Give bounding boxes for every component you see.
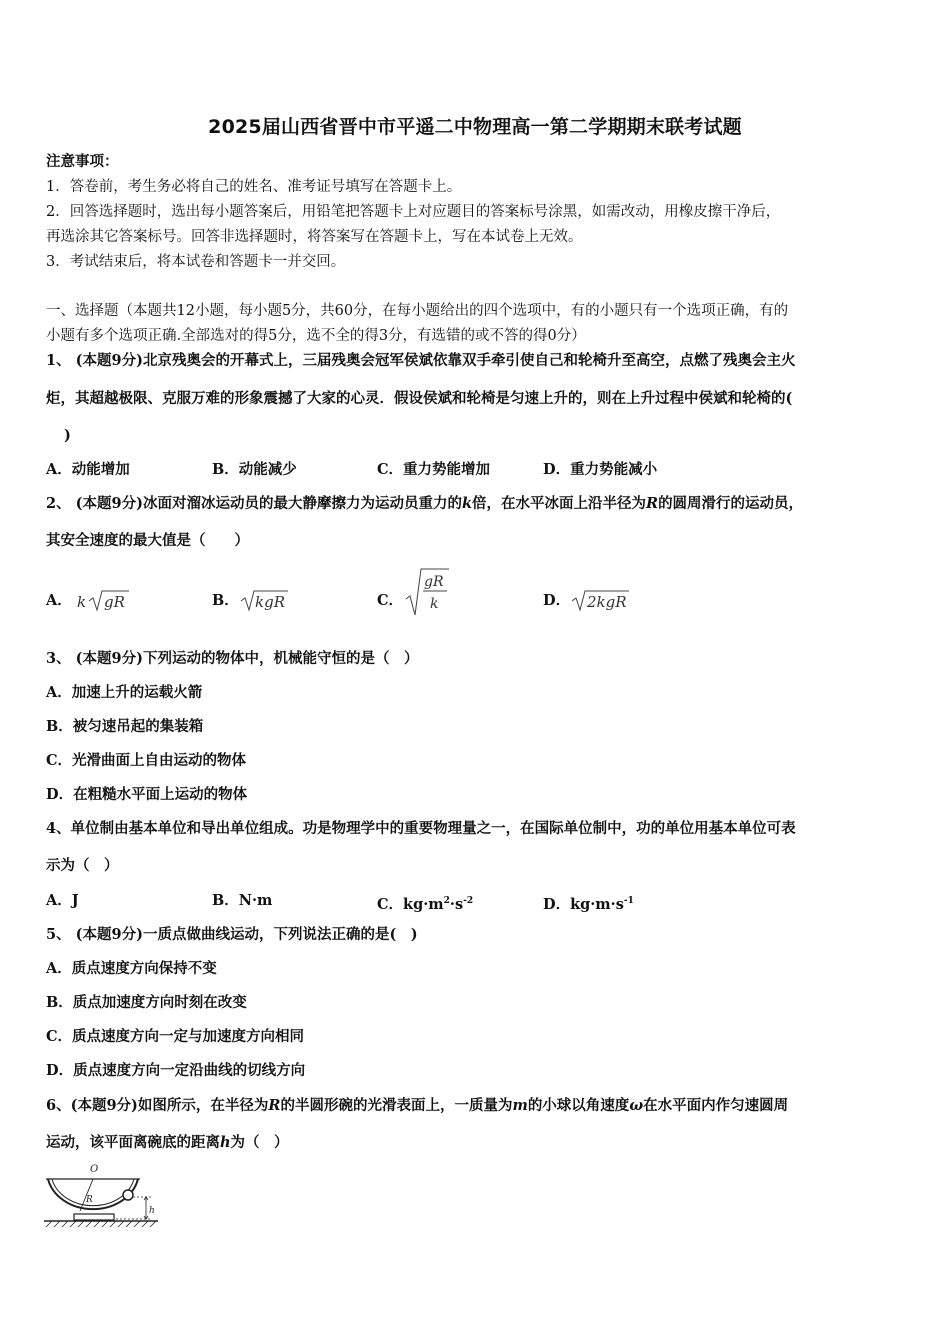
q4-c-sup1: 2: [443, 896, 450, 906]
q4-d-text: D．kg·m·s: [543, 895, 624, 913]
notice-item-3: 3．考试结束后，将本试卷和答题卡一并交回。: [46, 254, 346, 270]
notice-item-2: 2．回答选择题时，选出每小题答案后，用铅笔把答题卡上对应题目的答案标号涂黑，如需改动，用橡皮擦干净后，: [46, 204, 781, 220]
q2-option-c-label: C．: [377, 592, 404, 609]
q3-option-a[interactable]: A．加速上升的运载火箭: [46, 684, 203, 701]
q2-var-k: k: [461, 495, 472, 512]
bowl-figure: [44, 1163, 164, 1235]
ground-hatch: [46, 1221, 156, 1227]
q2-option-d[interactable]: [543, 591, 570, 611]
q2-b-radicand: kgR: [255, 593, 285, 611]
q2-option-b[interactable]: [212, 591, 239, 611]
q5-option-b[interactable]: B．质点加速度方向时刻在改变: [46, 994, 247, 1011]
notice-item-1: 1．答卷前，考生务必将自己的姓名、准考证号填写在答题卡上。: [46, 179, 462, 195]
section-intro-line1: 一、选择题（本题共12小题，每小题5分，共60分，在每小题给出的四个选项中，有的小题只有一个选项正确，有的: [46, 303, 789, 319]
q2-formula-a: [74, 586, 134, 616]
q2-stem-line2: 其安全速度的最大值是（ ）: [46, 532, 249, 549]
q3-option-b[interactable]: B．被匀速吊起的集装箱: [46, 718, 204, 735]
q6-stem-part2: 的半圆形碗的光滑表面上，一质量为: [280, 1097, 513, 1114]
q2-option-a-label: A．: [46, 592, 72, 609]
notice-item-2-cont: 再选涂其它答案标号。回答非选择题时，将答案写在答题卡上，写在本试卷上无效。: [46, 229, 583, 245]
q4-option-c[interactable]: [377, 891, 473, 915]
q2-c-denominator: k: [430, 596, 439, 612]
notice-heading: 注意事项：: [46, 153, 119, 170]
section-intro-line2: 小题有多个选项正确.全部选对的得5分，选不全的得3分，有选错的或不答的得0分）: [46, 328, 586, 344]
q2-option-c[interactable]: [377, 591, 403, 611]
radius-label: R: [86, 1195, 93, 1205]
q2-stem-line1: [46, 494, 803, 514]
q1-option-c[interactable]: C．重力势能增加: [377, 461, 491, 478]
q6-stem-part3: 的小球以角速度: [527, 1097, 630, 1114]
q4-option-d[interactable]: [543, 891, 634, 915]
q6-var-r: R: [268, 1097, 281, 1114]
q4-option-b[interactable]: B．N·m: [212, 892, 273, 909]
q2-var-r: R: [646, 495, 659, 512]
q3-stem: 3、 (本题9分)下列运动的物体中，机械能守恒的是（ ）: [46, 650, 419, 667]
bowl-foot: [74, 1214, 114, 1220]
q2-option-a[interactable]: [46, 591, 72, 611]
q2-c-numerator: gR: [424, 574, 444, 590]
q6-var-omega: ω: [629, 1097, 644, 1114]
q2-a-coef: k: [77, 593, 87, 611]
q3-option-c[interactable]: C．光滑曲面上自由运动的物体: [46, 752, 247, 769]
ball: [123, 1190, 133, 1200]
q1-option-d[interactable]: D．重力势能减小: [543, 461, 658, 478]
q4-d-sup: -1: [623, 896, 634, 906]
q2-stem-part2: 倍，在水平冰面上沿半径为: [472, 495, 646, 512]
q3-option-d[interactable]: D．在粗糙水平面上运动的物体: [46, 786, 248, 803]
q2-d-radicand: 2kgR: [587, 593, 627, 611]
q5-option-d[interactable]: D．质点速度方向一定沿曲线的切线方向: [46, 1062, 306, 1079]
q4-stem-line1: 4、单位制由基本单位和导出单位组成。功是物理学中的重要物理量之一，在国际单位制中，功的单位用基本单位可表: [46, 820, 796, 837]
q5-stem: 5、 (本题9分)一质点做曲线运动，下列说法正确的是( ): [46, 926, 418, 943]
height-label: h: [149, 1206, 155, 1216]
q4-c-text1: C．kg·m: [377, 895, 444, 913]
q2-stem-part1: 2、 (本题9分)冰面对溜冰运动员的最大静摩擦力为运动员重力的: [46, 495, 462, 512]
q6-stem-line1: [46, 1096, 788, 1116]
q6-stem-part1: 6、(本题9分)如图所示，在半径为: [46, 1097, 269, 1114]
q4-stem-line2: 示为（ ）: [46, 857, 119, 874]
q6-var-m: m: [512, 1097, 528, 1114]
q1-stem-line3: ): [64, 427, 71, 444]
q2-a-radicand: gR: [104, 593, 125, 611]
q1-stem-line2: 炬，其超越极限、克服万难的形象震撼了大家的心灵．假设侯斌和轮椅是匀速上升的，则在上升过程中侯斌和轮椅的(: [46, 390, 793, 407]
q2-formula-c: [405, 565, 455, 617]
q2-formula-d: [571, 586, 641, 616]
q4-c-text2: ·s: [449, 895, 464, 913]
q2-option-b-label: B．: [212, 592, 239, 609]
q6-var-h: h: [220, 1134, 231, 1151]
center-label-o: O: [90, 1164, 99, 1175]
q1-stem-line1: 1、 (本题9分)北京残奥会的开幕式上，三届残奥会冠军侯斌依靠双手牵引使自己和轮椅升至高空，点燃了残奥会主火: [46, 352, 796, 369]
q6-stem-part5: 运动，该平面离碗底的距离: [46, 1134, 220, 1151]
q5-option-c[interactable]: C．质点速度方向一定与加速度方向相同: [46, 1028, 305, 1045]
q1-option-b[interactable]: B．动能减少: [212, 461, 297, 478]
q5-option-a[interactable]: A．质点速度方向保持不变: [46, 960, 217, 977]
page-title: 2025届山西省晋中市平遥二中物理高一第二学期期末联考试题: [208, 116, 742, 138]
q1-option-a[interactable]: A．动能增加: [46, 461, 130, 478]
q6-stem-part6: 为（ ）: [230, 1134, 289, 1151]
q4-option-a[interactable]: A．J: [46, 892, 79, 909]
q6-stem-line2: [46, 1133, 289, 1153]
q6-stem-part4: 在水平面内作匀速圆周: [643, 1097, 789, 1114]
q4-c-sup2: -2: [463, 896, 474, 906]
q2-formula-b: [240, 586, 300, 616]
q2-option-d-label: D．: [543, 592, 571, 609]
q2-stem-part3: 的圆周滑行的运动员，: [658, 495, 804, 512]
